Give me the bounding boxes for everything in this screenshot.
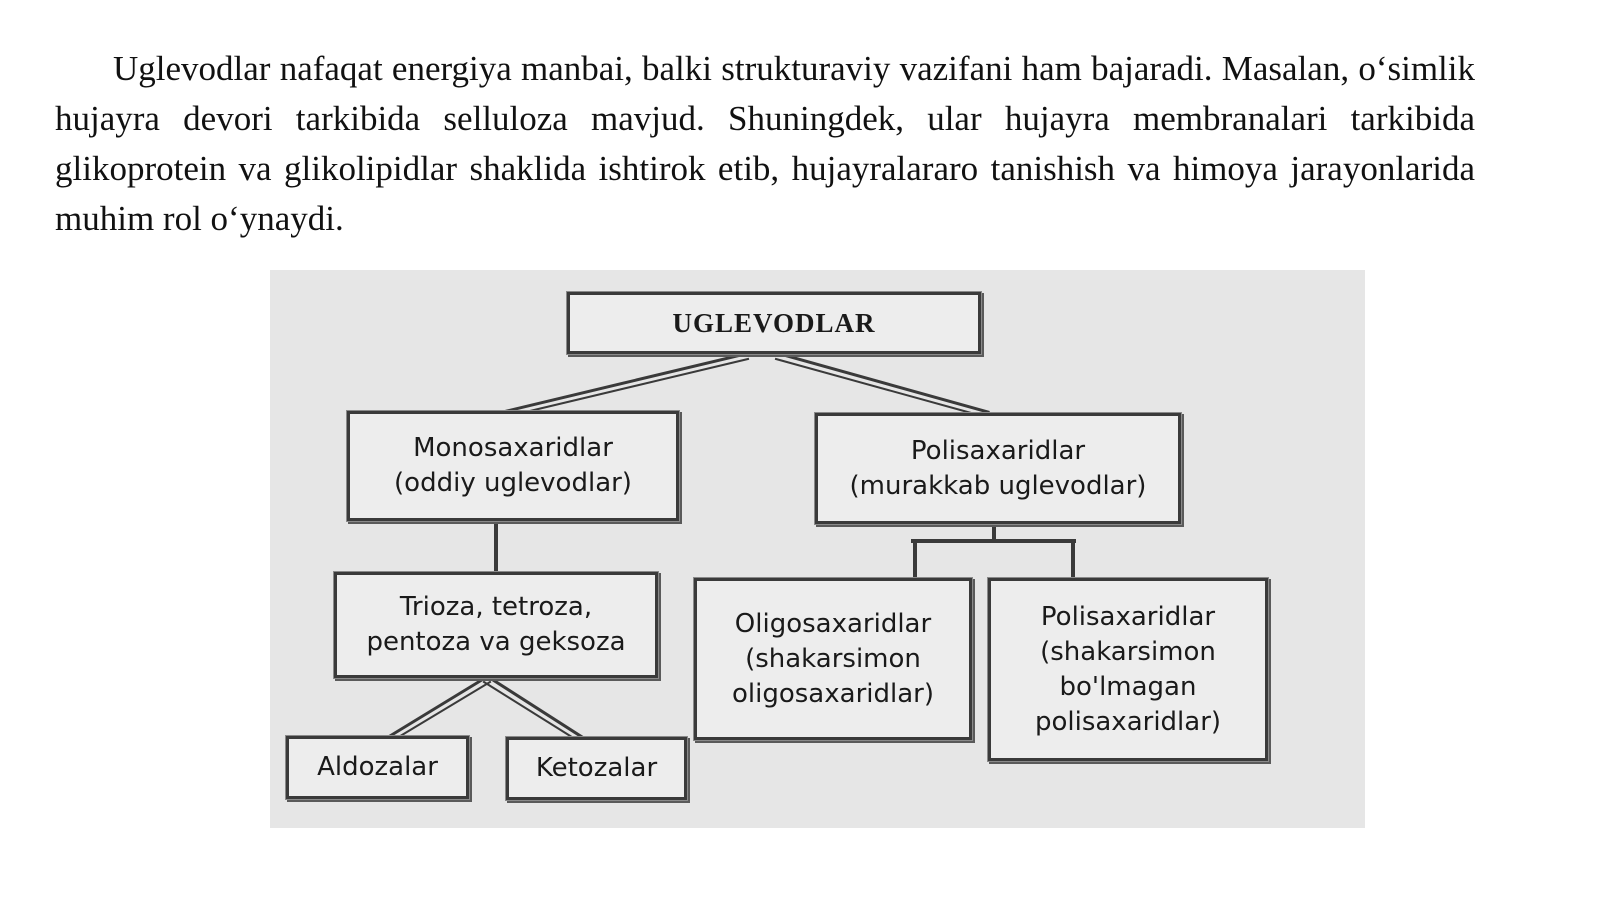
connector-trioza-ketozalar [490,678,582,737]
box-polisaxaridlar-nonsugar-line1: Polisaxaridlar [1040,601,1216,632]
box-monosaxaridlar-line2: (oddiy uglevodlar) [394,468,632,498]
box-polisaxaridlar-nonsugar [988,578,1268,761]
box-polisaxaridlar [815,413,1181,524]
box-oligosaxaridlar-line1: Oligosaxaridlar [734,608,932,639]
box-aldozalar [286,736,469,799]
box-monosaxaridlar-line1: Monosaxaridlar [413,433,613,463]
connector-root-poly [780,354,988,412]
box-trioza [334,572,658,678]
connector-root-mono-shadow [513,359,748,415]
box-polisaxaridlar-nonsugar-line3: bo'lmagan [1059,671,1197,702]
box-monosaxaridlar [347,411,679,521]
box-oligosaxaridlar-line3: oligosaxaridlar) [732,678,934,709]
box-ketozalar [506,737,687,800]
box-aldozalar-label: Aldozalar [317,752,438,782]
connector-root-mono [507,354,745,411]
connector-trioza-aldozalar-shadow [397,682,490,738]
box-trioza-line1: Trioza, tetroza, [399,592,593,622]
box-polisaxaridlar-nonsugar-line4: polisaxaridlar) [1034,706,1222,737]
box-polisaxaridlar-line2: (murakkab uglevodlar) [849,470,1147,501]
connector-trioza-ketozalar-shadow [484,682,575,739]
box-oligosaxaridlar [694,578,972,740]
box-polisaxaridlar-line1: Polisaxaridlar [910,435,1086,466]
box-uglevodlar-label: UGLEVODLAR [672,307,876,338]
connector-trioza-aldozalar [390,678,485,736]
carbohydrate-classification-diagram [270,270,1365,828]
box-polisaxaridlar-nonsugar-line2: (shakarsimon [1040,636,1216,667]
box-trioza-line2: pentoza va geksoza [366,627,626,657]
box-oligosaxaridlar-line2: (shakarsimon [745,643,921,674]
connector-root-poly-shadow [776,359,982,416]
box-uglevodlar [567,292,981,354]
box-ketozalar-label: Ketozalar [535,753,658,783]
body-paragraph: Uglevodlar nafaqat energiya manbai, balki strukturaviy vazifani ham bajaradi. Masalan, o‘simlik hujayra devori tarkibida selluloza mavjud. Shuningdek, ular hujayra membranalari tarkibida glikoprotein va glikolipidlar shaklida ishtirok etib, hujayralararo tanishish va himoya jarayonlarida muhim rol o‘ynaydi. [55,49,1475,238]
